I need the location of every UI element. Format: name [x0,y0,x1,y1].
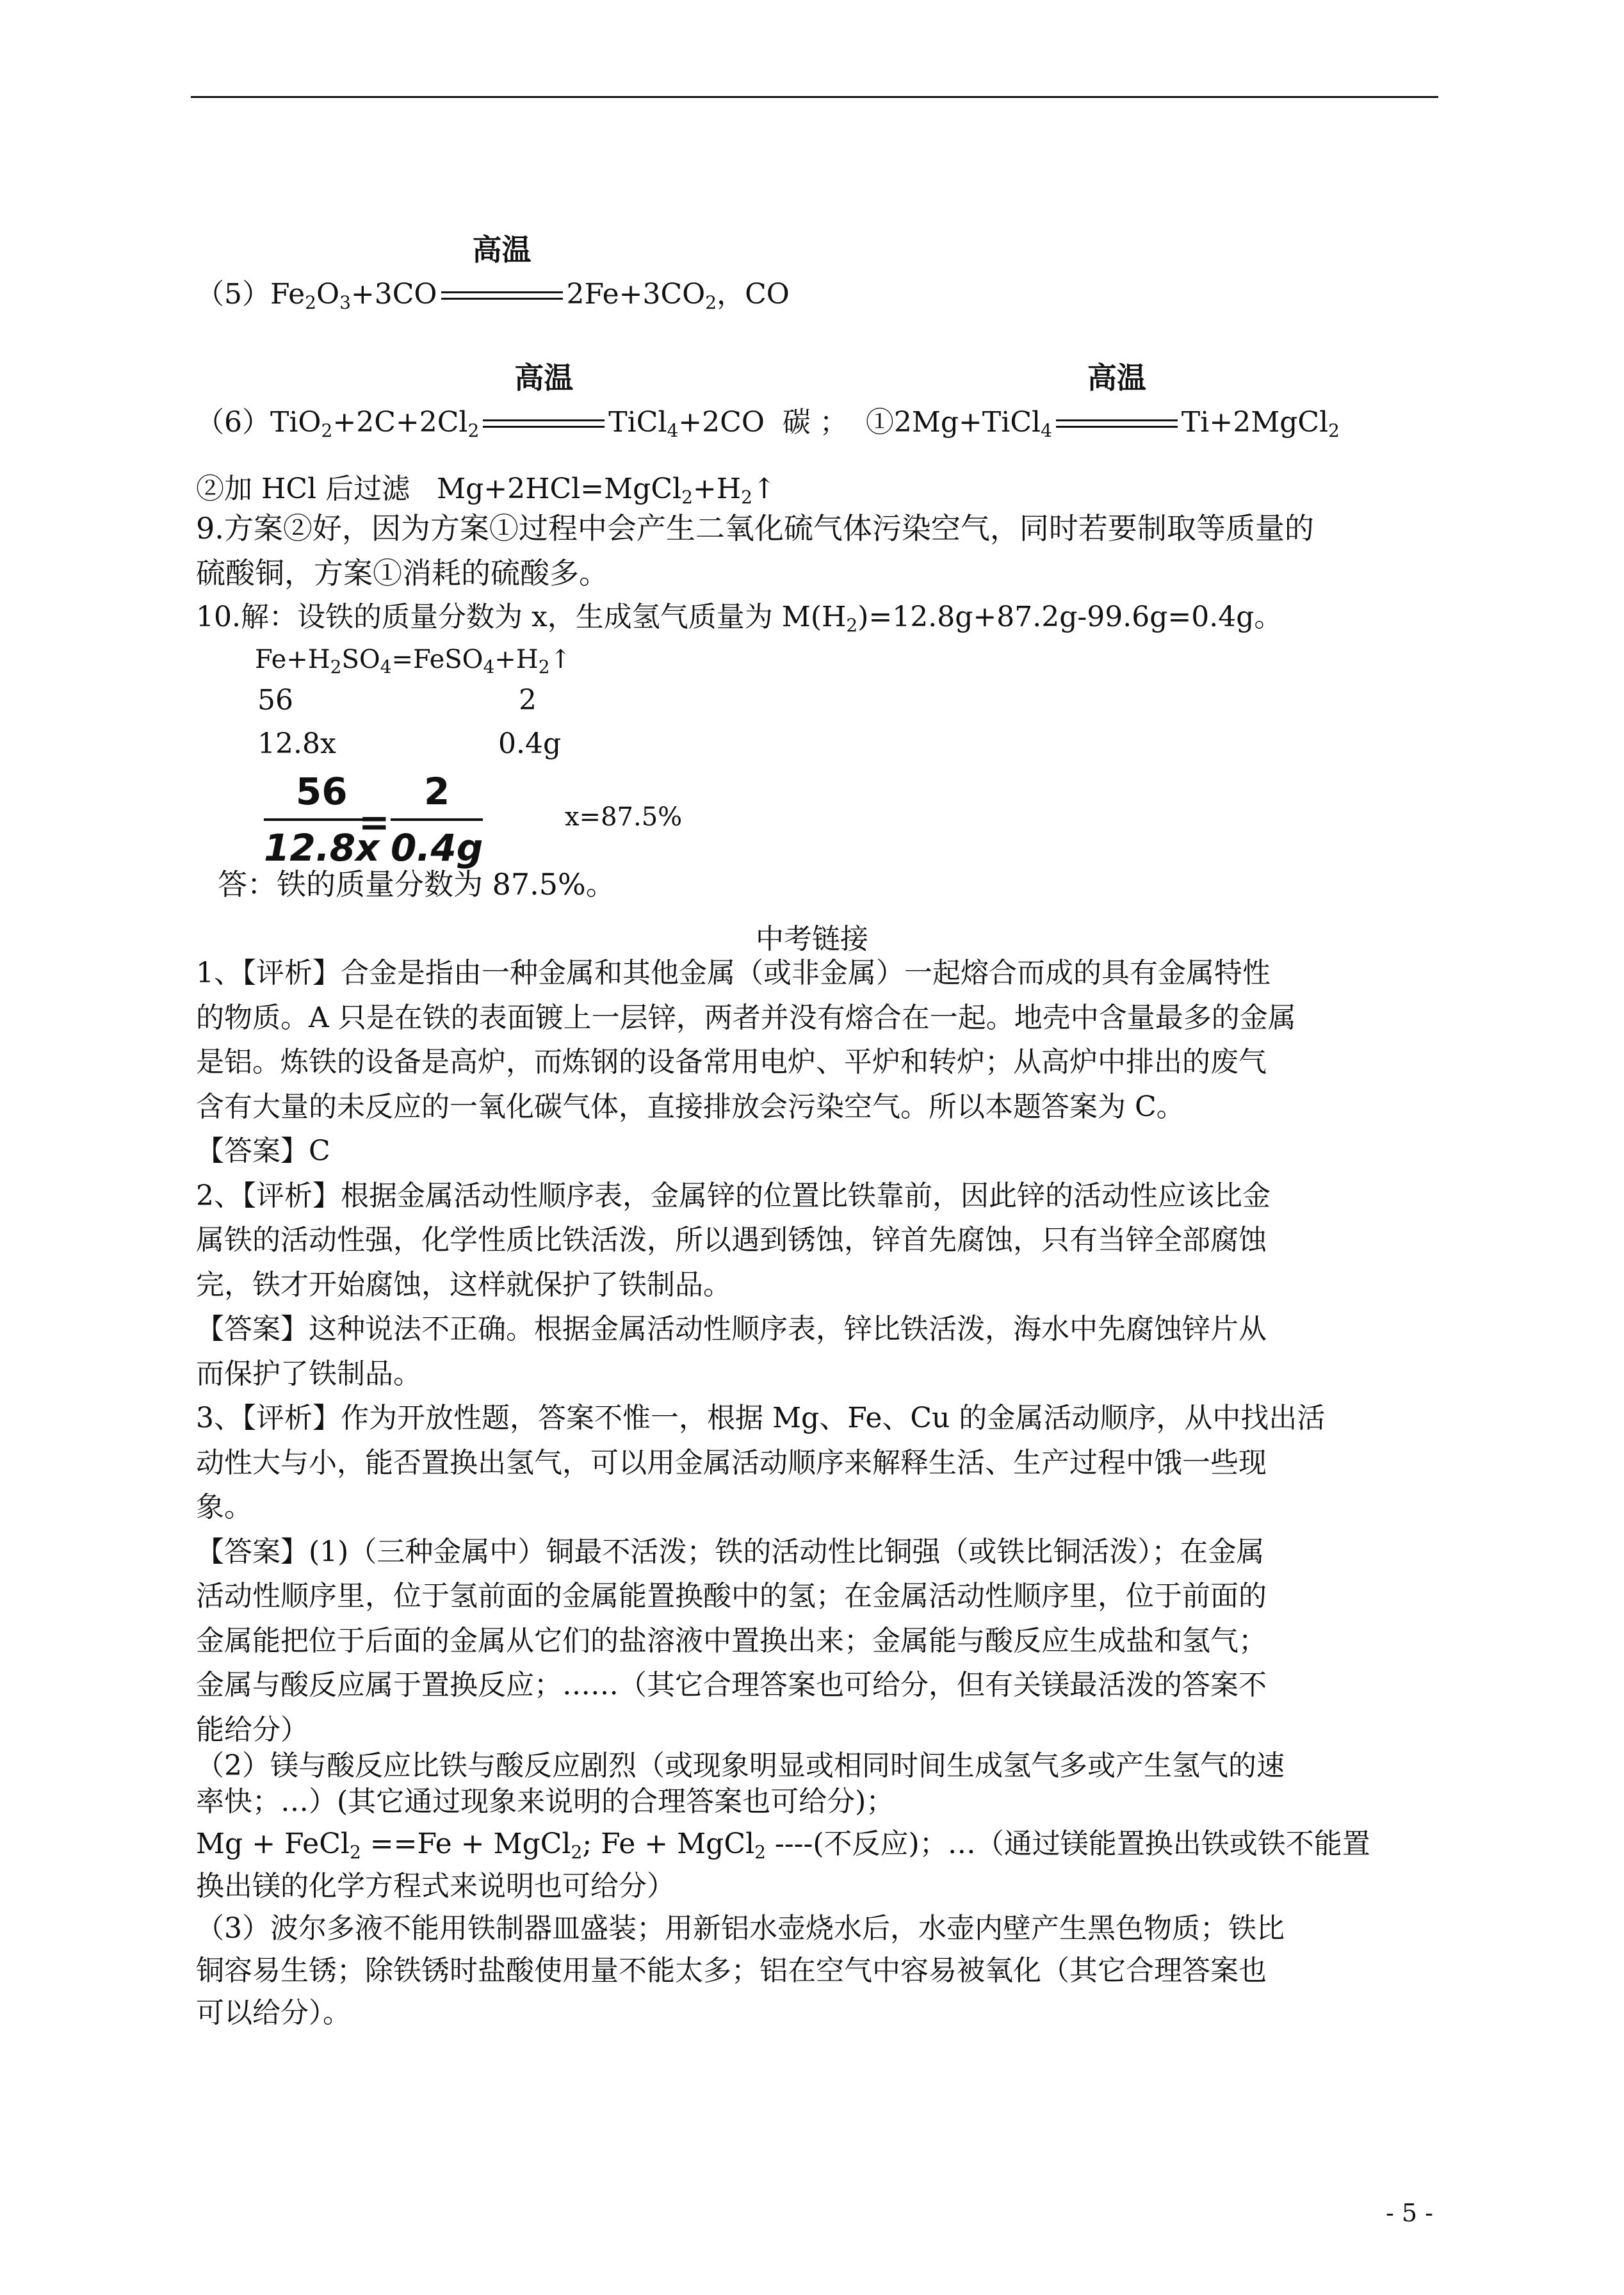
question-9-line-2: 硫酸铜，方案①消耗的硫酸多。 [196,556,608,590]
body-line: 动性大与小，能否置换出氢气，可以用金属活动顺序来解释生活、生产过程中饿一些现 [196,1447,1267,1479]
equation-6: $(6)TiO_2+2C+2Cl_2$ 高温 TiCl$_4$+2CO 碳 ； ①2Mg+TiCl$_4$ 高温 Ti+2MgCl$_2$ [196,360,1340,441]
body-line: 含有大量的未反应的一氧化碳气体，直接排放会污染空气。所以本题答案为 C。 [196,1091,1185,1123]
body-line: 【答案】(1)（三种金属中）铜最不活泼；铁的活动性比铜强（或铁比铜活泼）；在金属 [196,1536,1265,1568]
body-line: 1、【评析】合金是指由一种金属和其他金属（或非金属）一起熔合而成的具有金属特性 [196,957,1271,989]
fraction-right: 2 0.4g [391,770,483,870]
body-line: 完，铁才开始腐蚀，这样就保护了铁制品。 [196,1269,731,1301]
header-rule [191,96,1438,98]
body-line: 2、【评析】根据金属活动性顺序表，金属锌的位置比铁靠前，因此锌的活动性应该比金 [196,1180,1271,1212]
molar-mass-h2: 2 [519,684,537,717]
equation-7: ②加 HCl 后过滤 $Mg+2HCl=MgCl_2+H_2↑$ [196,473,776,508]
body-line: 象。 [196,1491,252,1523]
tail-line: 换出镁的化学方程式来说明也可给分） [196,1870,675,1902]
molar-mass-fe: 56 [257,684,293,717]
body-line: 金属能把位于后面的金属从它们的盐溶液中置换出来；金属能与酸反应生成盐和氢气； [196,1625,1267,1657]
body-line: 而保护了铁制品。 [196,1358,421,1390]
body-line: 率快；…）(其它通过现象来说明的合理答案也可给分)； [196,1785,895,1818]
equation-5: $(5)Fe_2O_3+3CO$ 高温 $2Fe+3CO_2$，CO [196,232,790,313]
mass-fe: 12.8x [257,727,336,760]
reaction-condition-arrow: 高温 [483,410,605,439]
fraction-left: 56 12.8x [264,770,380,870]
reaction-condition-arrow: 高温 [1056,410,1178,439]
body-line: 【答案】C [196,1135,330,1167]
body-line: 3、【评析】作为开放性题，答案不惟一，根据 Mg、Fe、Cu 的金属活动顺序，从中找出活 [196,1402,1326,1434]
mass-h2: 0.4g [498,727,562,760]
body-line: 能给分） [196,1714,309,1746]
body-line: 的物质。A 只是在铁的表面镀上一层锌，两者并没有熔合在一起。地壳中含量最多的金属 [196,1002,1296,1034]
body-line: 活动性顺序里，位于氢前面的金属能置换酸中的氢；在金属活动性顺序里，位于前面的 [196,1580,1267,1612]
body-line: 【答案】这种说法不正确。根据金属活动性顺序表，锌比铁活泼，海水中先腐蚀锌片从 [196,1313,1267,1345]
section-title: 中考链接 [756,923,868,955]
mg-equation-line: Mg + FeCl$_2$ ==Fe + MgCl$_2$; Fe + MgCl$_2$ ----(不反应)；…（通过镁能置换出铁或铁不能置 [196,1828,1370,1863]
body-line: （2）镁与酸反应比铁与酸反应剧烈（或现象明显或相同时间生成氢气多或产生氢气的速 [196,1749,1285,1782]
body-line: 属铁的活动性强，化学性质比铁活泼，所以遇到锈蚀，锌首先腐蚀，只有当锌全部腐蚀 [196,1224,1267,1256]
question-10-line: 10.解：设铁的质量分数为 x，生成氢气质量为 $M(H_2)=12.8g+87.2g-99.6g=0.4g$。 [196,601,1283,636]
answer-10: 答：铁的质量分数为 87.5%。 [218,867,615,902]
result-x: x=87.5% [565,802,683,832]
page-number: - 5 - [1385,2199,1433,2227]
tail-line: 可以给分）。 [196,1997,351,2029]
tail-line: 铜容易生锈；除铁锈时盐酸使用量不能太多；铝在空气中容易被氧化（其它合理答案也 [196,1954,1267,1987]
question-9-line-1: 9.方案②好，因为方案①过程中会产生二氧化硫气体污染空气，同时若要制取等质量的 [196,511,1314,546]
body-line: 金属与酸反应属于置换反应；……（其它合理答案也可给分，但有关镁最活泼的答案不 [196,1669,1267,1701]
body-line: 是铝。炼铁的设备是高炉，而炼钢的设备常用电炉、平炉和转炉；从高炉中排出的废气 [196,1046,1267,1078]
equals-sign: = [359,800,390,844]
tail-line: （3）波尔多液不能用铁制器皿盛装；用新铝水壶烧水后，水壶内壁产生黑色物质；铁比 [196,1912,1285,1945]
reaction-condition-arrow: 高温 [441,282,563,311]
reaction-equation: $Fe+H_2SO_4=FeSO_4+H_2↑$ [255,645,572,677]
